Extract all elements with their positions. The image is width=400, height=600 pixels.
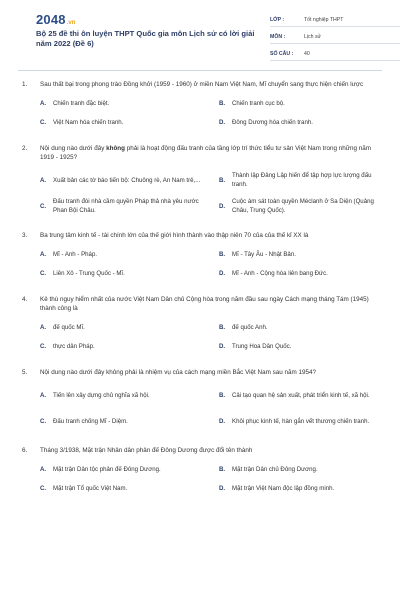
meta-row-subject	[270, 31, 400, 44]
option-letter: D.	[219, 417, 226, 425]
option-letter: C.	[40, 417, 47, 425]
question-number: 5.	[22, 369, 28, 376]
option-text: Đấu tranh chống Mĩ - Diệm.	[53, 417, 128, 425]
answer-option[interactable]	[219, 320, 386, 335]
answer-option[interactable]	[219, 115, 386, 130]
option-text: Mặt trận Dân tộc phản đế Đông Dương.	[53, 466, 161, 473]
question-text	[40, 80, 386, 89]
question-item	[18, 446, 386, 496]
answer-option[interactable]	[219, 266, 386, 281]
question-text-part: Ba trung tâm kinh tế - tài chính lớn của thế giới hình thành vào thập niên 70 của của thế kỉ XX là	[40, 232, 309, 239]
option-letter: C.	[40, 119, 47, 126]
answer-option[interactable]	[40, 339, 207, 354]
question-number: 1.	[22, 81, 28, 88]
option-text: Chiến tranh cục bộ.	[232, 100, 285, 107]
option-text: đế quốc Mĩ.	[53, 324, 85, 331]
answer-option[interactable]	[219, 410, 386, 432]
option-text: Xuất bản các tờ báo tiến bộ: Chuông rè, An Nam trẻ,...	[53, 176, 201, 184]
option-letter: A.	[40, 324, 47, 331]
option-letter: B.	[219, 176, 226, 184]
site-logo[interactable]	[36, 12, 75, 27]
option-text: Chiến tranh đặc biệt.	[53, 100, 110, 107]
answer-option[interactable]	[40, 169, 207, 191]
question-number: 6.	[22, 447, 28, 454]
question-text	[40, 231, 386, 240]
question-stem	[18, 446, 386, 455]
answer-options	[40, 169, 386, 217]
question-text-part: phải là hoạt động đấu tranh của tầng lớp trí thức tiểu tư sản Việt Nam trong những năm 1919 - 1925?	[40, 145, 371, 161]
meta-label: LỚP :	[270, 17, 285, 23]
option-text: Mĩ - Anh - Pháp.	[53, 251, 98, 258]
answer-option[interactable]	[40, 266, 207, 281]
option-letter: A.	[40, 100, 47, 107]
option-letter: D.	[219, 119, 226, 126]
meta-value: Lịch sử	[304, 34, 322, 40]
exam-header	[18, 0, 382, 66]
meta-label: MÔN :	[270, 34, 286, 40]
meta-value: 40	[304, 51, 310, 57]
question-text-part: Nội dung nào dưới đây	[40, 145, 107, 152]
option-letter: C.	[40, 202, 47, 210]
option-text: Mặt trận Việt Nam độc lập đồng minh.	[232, 485, 335, 492]
option-letter: B.	[219, 466, 226, 473]
answer-option[interactable]	[40, 320, 207, 335]
option-letter: A.	[40, 251, 47, 258]
option-letter: B.	[219, 324, 226, 331]
answer-option[interactable]	[40, 115, 207, 130]
option-letter: B.	[219, 100, 226, 107]
answer-option[interactable]	[219, 169, 386, 191]
question-text	[40, 295, 386, 313]
option-text: Mặt trận Dân chủ Đông Dương.	[232, 466, 318, 473]
option-text: Tiến lên xây dựng chủ nghĩa xã hội.	[53, 391, 150, 399]
question-number: 4.	[22, 296, 28, 303]
header-divider	[18, 70, 382, 71]
option-letter: C.	[40, 270, 47, 277]
question-text	[40, 446, 386, 455]
option-letter: A.	[40, 391, 47, 399]
question-item	[18, 144, 386, 217]
question-item	[18, 80, 386, 130]
answer-options	[40, 320, 386, 354]
answer-options	[40, 384, 386, 432]
option-letter: D.	[219, 485, 226, 492]
option-letter: C.	[40, 343, 47, 350]
option-text: Trung Hoa Dân Quốc.	[232, 343, 292, 350]
option-text: Liên Xô - Trung Quốc - Mĩ.	[53, 270, 125, 277]
answer-option[interactable]	[219, 384, 386, 406]
option-letter: A.	[40, 176, 47, 184]
option-text: thực dân Pháp.	[53, 343, 95, 350]
question-text-part: Nội dung nào dưới đây không phải là nhiệm vụ của cách mạng miền Bắc Việt Nam sau năm 1954?	[40, 369, 317, 376]
exam-title: Bộ 25 đề thi ôn luyện THPT Quốc gia môn Lịch sử có lời giải năm 2022 (Đề 6)	[36, 29, 255, 48]
question-text-part: Sau thất bại trong phong trào Đồng khởi (1959 - 1960) ở miền Nam Việt Nam, Mĩ chuyển sang thực hiện chiến lược	[40, 81, 364, 88]
answer-option[interactable]	[219, 96, 386, 111]
option-text: Cuộc ám sát toàn quyền Méclanh ở Sa Diện (Quảng Châu, Trung Quốc).	[232, 198, 374, 214]
question-text	[40, 368, 386, 377]
question-number: 2.	[22, 145, 28, 152]
exam-meta	[270, 14, 400, 65]
question-text-part: Tháng 3/1938, Mặt trận Nhân dân phản đế Đông Dương được đổi tên thành	[40, 447, 253, 454]
answer-option[interactable]	[40, 462, 207, 477]
question-text-emphasis: không	[106, 145, 125, 152]
question-text-part: Kẻ thù nguy hiểm nhất của nước Việt Nam Dân chủ Cộng hòa trong năm đầu sau ngày Cách mạng tháng Tám (1945) thành công là	[40, 296, 369, 312]
answer-option[interactable]	[219, 247, 386, 262]
answer-option[interactable]	[219, 339, 386, 354]
logo-main-text: 2048	[36, 12, 66, 27]
option-text: Mặt trận Tổ quốc Việt Nam.	[53, 485, 128, 492]
option-text: đế quốc Anh.	[232, 324, 268, 331]
meta-value: Tốt nghiệp THPT	[304, 17, 344, 23]
question-number: 3.	[22, 232, 28, 239]
answer-option[interactable]	[40, 247, 207, 262]
answer-option[interactable]	[40, 96, 207, 111]
question-item	[18, 231, 386, 281]
option-text: Khôi phục kinh tế, hàn gắn vết thương chiến tranh.	[232, 417, 370, 425]
option-text: Cải tạo quan hệ sản xuất, phát triển kinh tế, xã hội.	[232, 391, 370, 399]
answer-option[interactable]	[219, 462, 386, 477]
answer-option[interactable]	[40, 410, 207, 432]
answer-options	[40, 462, 386, 496]
question-stem	[18, 231, 386, 240]
question-item	[18, 368, 386, 432]
option-letter: A.	[40, 466, 47, 473]
answer-option[interactable]	[219, 195, 386, 217]
option-letter: C.	[40, 485, 47, 492]
option-letter: D.	[219, 270, 226, 277]
question-item	[18, 295, 386, 354]
answer-options	[40, 247, 386, 281]
option-letter: D.	[219, 343, 226, 350]
answer-option[interactable]	[40, 481, 207, 496]
option-letter: B.	[219, 391, 226, 399]
question-stem	[18, 368, 386, 377]
question-text	[40, 144, 386, 162]
question-list	[18, 80, 386, 496]
option-text: Thành lập Đảng Lập hiến để tập hợp lực lượng đấu tranh.	[232, 172, 372, 188]
option-letter: D.	[219, 202, 226, 210]
option-letter: B.	[219, 251, 226, 258]
option-text: Đông Dương hóa chiến tranh.	[232, 119, 313, 126]
meta-row-question-count	[270, 48, 400, 61]
question-stem	[18, 295, 386, 313]
question-stem	[18, 144, 386, 162]
answer-option[interactable]	[40, 384, 207, 406]
meta-label: SỐ CÂU :	[270, 51, 294, 57]
answer-options	[40, 96, 386, 130]
logo-domain-text: .vn	[66, 20, 76, 26]
option-text: Đấu tranh đòi nhà cầm quyền Pháp thả nhà yêu nước Phan Bội Châu.	[53, 198, 199, 214]
option-text: Việt Nam hóa chiến tranh.	[53, 119, 124, 126]
answer-option[interactable]	[219, 481, 386, 496]
meta-row-class	[270, 14, 400, 27]
option-text: Mĩ - Anh - Cộng hòa liên bang Đức.	[232, 270, 328, 277]
option-text: Mĩ - Tây Âu - Nhật Bản.	[232, 251, 296, 258]
question-stem	[18, 80, 386, 89]
answer-option[interactable]	[40, 195, 207, 217]
